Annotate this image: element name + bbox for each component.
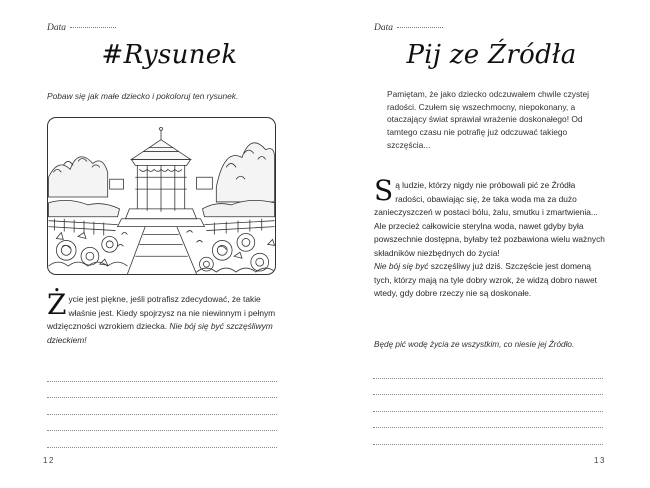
closing-affirmation: Będę pić wodę życia ze wszystkim, co niesie jej Źródło. — [374, 340, 575, 349]
body-text: ą ludzie, którzy nigdy nie próbowali pić ze Źródła radości, obawiając się, że taka woda ma za dużo zanieczyszczeń w postaci bólu, żalu, smutku i zmartwienia... Ale przecież całkowicie sterylna woda, nawet gdyby była powszechnie dostępna, byłaby też pozbawiona wielu ważnych składników niezbędnych do życia! — [374, 180, 605, 258]
body-paragraph — [47, 288, 279, 347]
drop-cap: S — [374, 174, 394, 207]
writing-line — [47, 431, 277, 448]
date-field — [47, 23, 116, 33]
date-line — [70, 27, 116, 28]
body-text-continued: szczęśliwy już dziś. Szczęście jest domeną tych, którzy mają na tyle dobry wzrok, że widzą dobro nawet wtedy, gdy dobre rzeczy nie są doskonałe. — [374, 261, 597, 298]
drop-cap: Ż — [47, 288, 67, 321]
writing-line — [373, 362, 603, 379]
body-italic-text: Nie bój się być szczęśliwym dzieckiem! — [47, 321, 273, 345]
date-label: Data — [47, 23, 66, 33]
page-title: #Rysunek — [101, 40, 238, 70]
page-title: Pij ze Źródła — [406, 40, 577, 70]
date-line — [397, 27, 443, 28]
writing-lines — [373, 362, 603, 445]
writing-line — [47, 365, 277, 382]
writing-line — [373, 428, 603, 445]
writing-line — [373, 412, 603, 429]
instruction-text: Pobaw się jak małe dziecko i pokoloruj ten rysunek. — [47, 91, 239, 101]
writing-line — [47, 415, 277, 432]
right-page — [325, 0, 650, 488]
body-italic-text: Nie bój się być — [374, 261, 429, 271]
date-label: Data — [374, 23, 393, 33]
quote-paragraph: Pamiętam, że jako dziecko odczuwałem chwile czystej radości. Czułem się wszechmocny, niepokonany, a otaczający świat sprawiał wrażenie doskonałego! Od tamtego czasu nie potrafię już odczuwać takiego szczęścia... — [387, 89, 590, 150]
body-paragraph — [374, 174, 606, 301]
writing-line — [373, 379, 603, 396]
page-number: 13 — [594, 456, 606, 465]
page-number: 12 — [43, 456, 55, 465]
writing-line — [373, 395, 603, 412]
date-field — [374, 23, 443, 33]
writing-lines — [47, 365, 277, 448]
body-text: ycie jest piękne, jeśli potrafisz zdecydować, że takie właśnie jest. Kiedy spojrzysz na nie niewinnym i pełnym wdzięczności wzrokiem dziecka. — [47, 294, 276, 331]
gazebo-garden-illustration — [47, 117, 276, 275]
writing-line — [47, 382, 277, 399]
writing-line — [47, 398, 277, 415]
